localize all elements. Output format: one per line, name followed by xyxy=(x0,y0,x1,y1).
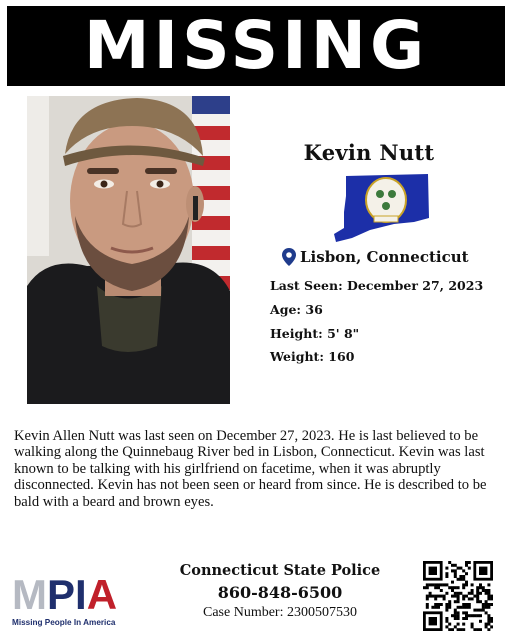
logo-letter-i: I xyxy=(75,571,87,618)
logo-letter-p: P xyxy=(47,571,76,618)
height xyxy=(270,326,359,341)
height-label: Height: xyxy=(270,326,323,341)
height-value: 5' 8" xyxy=(327,326,360,341)
logo-letter-m: M xyxy=(12,571,47,618)
location xyxy=(282,248,469,266)
logo-letters xyxy=(12,572,142,616)
last-seen xyxy=(270,278,483,293)
case-number xyxy=(160,605,400,621)
weight xyxy=(270,349,354,364)
description: Kevin Allen Nutt was last seen on December 27, 2023. He is last believed to be walking along the Quinnebaug River bed in Lisbon, Connecticut. Kevin was last known to be talking with his girlfriend on facetime, when it was abruptly disconnected. Kevin has not been seen or heard from since. He is described to be bald with a beard and brown eyes. xyxy=(14,428,487,510)
weight-value: 160 xyxy=(328,349,355,364)
connecticut-map-icon xyxy=(330,172,430,244)
map-pin-icon xyxy=(282,248,296,266)
weight-label: Weight: xyxy=(270,349,324,364)
qr-code-icon[interactable] xyxy=(423,561,493,631)
age-label: Age: xyxy=(270,302,302,317)
contact-block xyxy=(160,562,400,621)
case-number-value: 2300507530 xyxy=(286,605,357,620)
age-value: 36 xyxy=(305,302,323,317)
last-seen-label: Last Seen: xyxy=(270,278,343,293)
banner-title: MISSING xyxy=(83,7,429,84)
agency-name: Connecticut State Police xyxy=(179,562,381,579)
person-name: Kevin Nutt xyxy=(303,140,435,165)
location-text: Lisbon, Connecticut xyxy=(300,248,469,266)
missing-banner xyxy=(7,6,505,86)
last-seen-value: December 27, 2023 xyxy=(347,278,484,293)
age xyxy=(270,302,323,317)
logo-letter-a: A xyxy=(86,571,118,618)
agency-phone: 860-848-6500 xyxy=(217,583,343,602)
person-photo xyxy=(27,96,230,404)
logo-tagline: Missing People In America xyxy=(12,618,116,627)
mpia-logo xyxy=(12,572,142,632)
case-number-label: Case Number: xyxy=(203,605,284,620)
